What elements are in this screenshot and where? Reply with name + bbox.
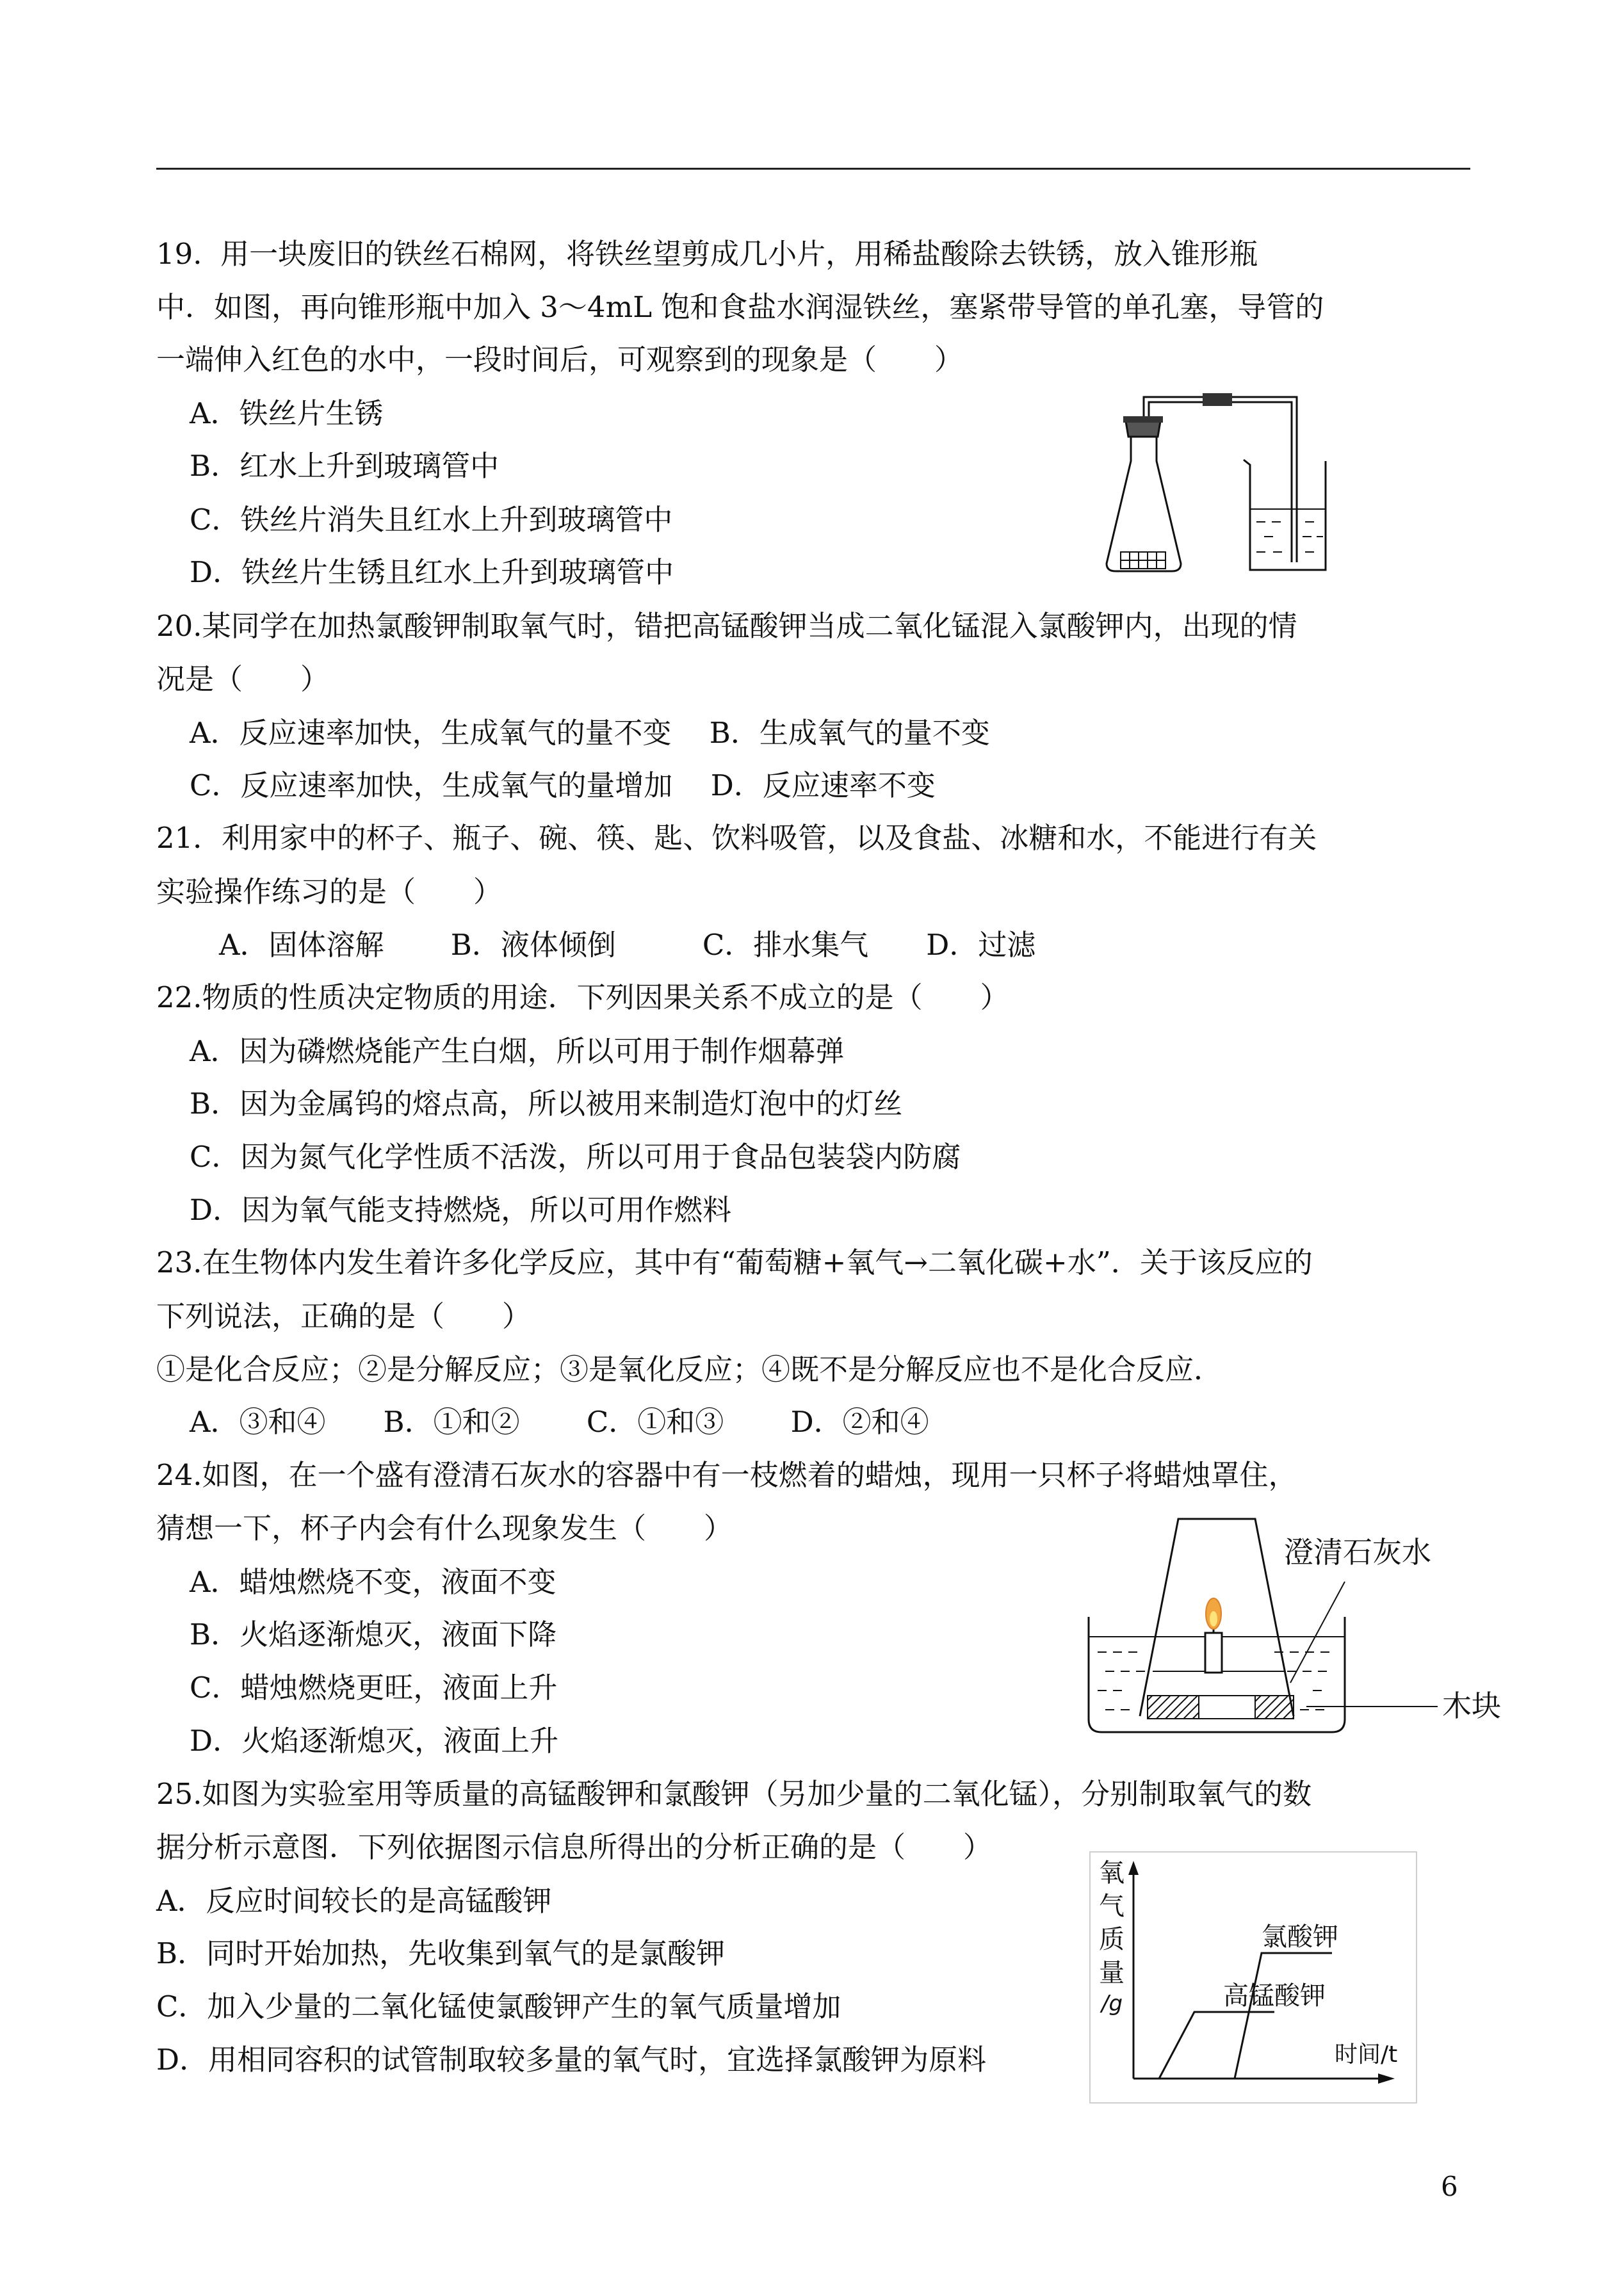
q23-statements: ①是化合反应；②是分解反应；③是氧化反应；④既不是分解反应也不是化合反应． [156, 1352, 1223, 1386]
page-number: 6 [1441, 2171, 1458, 2202]
kmno4-curve [1159, 2012, 1274, 2079]
y-label-char-3: 质 [1099, 1925, 1125, 1954]
q20-options-row-1: A．反应速率加快，生成氧气的量不变 B．生成氧气的量不变 [190, 716, 990, 750]
q22-option-d: D．因为氧气能支持燃烧，所以可用作燃料 [190, 1193, 732, 1227]
q20-stem-line-2: 况是（ ） [156, 662, 330, 696]
q21-options-row: A．固体溶解 B．液体倾倒 C．排水集气 D．过滤 [219, 928, 1036, 962]
q22-stem-line-1: 22.物质的性质决定物质的用途．下列因果关系不成立的是（ ） [156, 980, 1009, 1014]
q24-option-d: D．火焰逐渐熄灭，液面上升 [190, 1724, 559, 1758]
q21-stem-line-2: 实验操作练习的是（ ） [156, 875, 503, 909]
q23-stem-line-2: 下列说法，正确的是（ ） [156, 1299, 532, 1333]
x-axis-label: 时间/t [1335, 2041, 1398, 2068]
q23-options-row: A．③和④ B．①和② C．①和③ D．②和④ [190, 1405, 929, 1439]
q24-candle-figure [1082, 1511, 1505, 1742]
q25-option-c: C．加入少量的二氧化锰使氯酸钾产生的氧气质量增加 [156, 1990, 841, 2023]
header-rule [156, 168, 1470, 170]
q20-options-row-2: C．反应速率加快，生成氧气的量增加 D．反应速率不变 [190, 768, 936, 802]
label-kclo3: 氯酸钾 [1262, 1922, 1338, 1952]
q20-stem-line-1: 20.某同学在加热氯酸钾制取氧气时，错把高锰酸钾当成二氧化锰混入氯酸钾内，出现的情 [156, 609, 1297, 643]
y-label-char-2: 气 [1099, 1892, 1125, 1921]
y-label-char-1: 氧 [1099, 1858, 1125, 1888]
q25-stem-line-2: 据分析示意图．下列依据图示信息所得出的分析正确的是（ ） [156, 1830, 993, 1864]
y-label-char-4: 量 [1099, 1958, 1125, 1988]
label-kmno4: 高锰酸钾 [1223, 1981, 1326, 2011]
q19-option-d: D．铁丝片生锈且红水上升到玻璃管中 [190, 555, 674, 589]
q19-option-b: B．红水上升到玻璃管中 [190, 449, 499, 483]
q25-oxygen-graph [1089, 1851, 1422, 2107]
q24-stem-line-2: 猜想一下，杯子内会有什么现象发生（ ） [156, 1511, 733, 1545]
q19-stem-line-2: 中．如图，再向锥形瓶中加入 3～4mL 饱和食盐水润湿铁丝，塞紧带导管的单孔塞，导管的 [156, 290, 1324, 324]
q24-label-wood-block: 木块 [1442, 1689, 1501, 1723]
q19-flask-figure [1101, 391, 1383, 583]
q22-option-c: C．因为氮气化学性质不活泼，所以可用于食品包装袋内防腐 [190, 1140, 961, 1174]
q21-stem-line-1: 21．利用家中的杯子、瓶子、碗、筷、匙、饮料吸管，以及食盐、冰糖和水，不能进行有关 [156, 821, 1317, 855]
q19-option-a: A．铁丝片生锈 [190, 396, 384, 430]
q25-stem-line-1: 25.如图为实验室用等质量的高锰酸钾和氯酸钾（另加少量的二氧化锰），分别制取氧气的数 [156, 1777, 1312, 1811]
y-label-unit: /g [1101, 1991, 1123, 2016]
q19-stem-line-1: 19. 用一块废旧的铁丝石棉网，将铁丝望剪成几小片，用稀盐酸除去铁锈，放入锥形瓶 [156, 237, 1258, 271]
q25-option-a: A．反应时间较长的是高锰酸钾 [156, 1884, 552, 1918]
q19-option-c: C．铁丝片消失且红水上升到玻璃管中 [190, 503, 673, 537]
q22-option-b: B．因为金属钨的熔点高，所以被用来制造灯泡中的灯丝 [190, 1087, 903, 1121]
q24-stem-line-1: 24.如图，在一个盛有澄清石灰水的容器中有一枝燃着的蜡烛，现用一只杯子将蜡烛罩住， [156, 1458, 1297, 1492]
q25-option-d: D．用相同容积的试管制取较多量的氧气时，宜选择氯酸钾为原料 [156, 2043, 987, 2077]
q24-label-limewater: 澄清石灰水 [1284, 1535, 1431, 1569]
q19-stem-line-3: 一端伸入红色的水中，一段时间后，可观察到的现象是（ ） [156, 343, 964, 377]
q24-option-a: A．蜡烛燃烧不变，液面不变 [190, 1565, 556, 1599]
q25-option-b: B．同时开始加热，先收集到氧气的是氯酸钾 [156, 1936, 726, 1970]
kclo3-curve [1235, 1953, 1332, 2079]
q23-stem-line-1: 23.在生物体内发生着许多化学反应，其中有“葡萄糖+氧气→二氧化碳+水”．关于该反应的 [156, 1245, 1313, 1279]
q22-option-a: A．因为磷燃烧能产生白烟，所以可用于制作烟幕弹 [190, 1034, 845, 1068]
q24-option-c: C．蜡烛燃烧更旺，液面上升 [190, 1671, 558, 1705]
q24-option-b: B．火焰逐渐熄灭，液面下降 [190, 1618, 557, 1651]
